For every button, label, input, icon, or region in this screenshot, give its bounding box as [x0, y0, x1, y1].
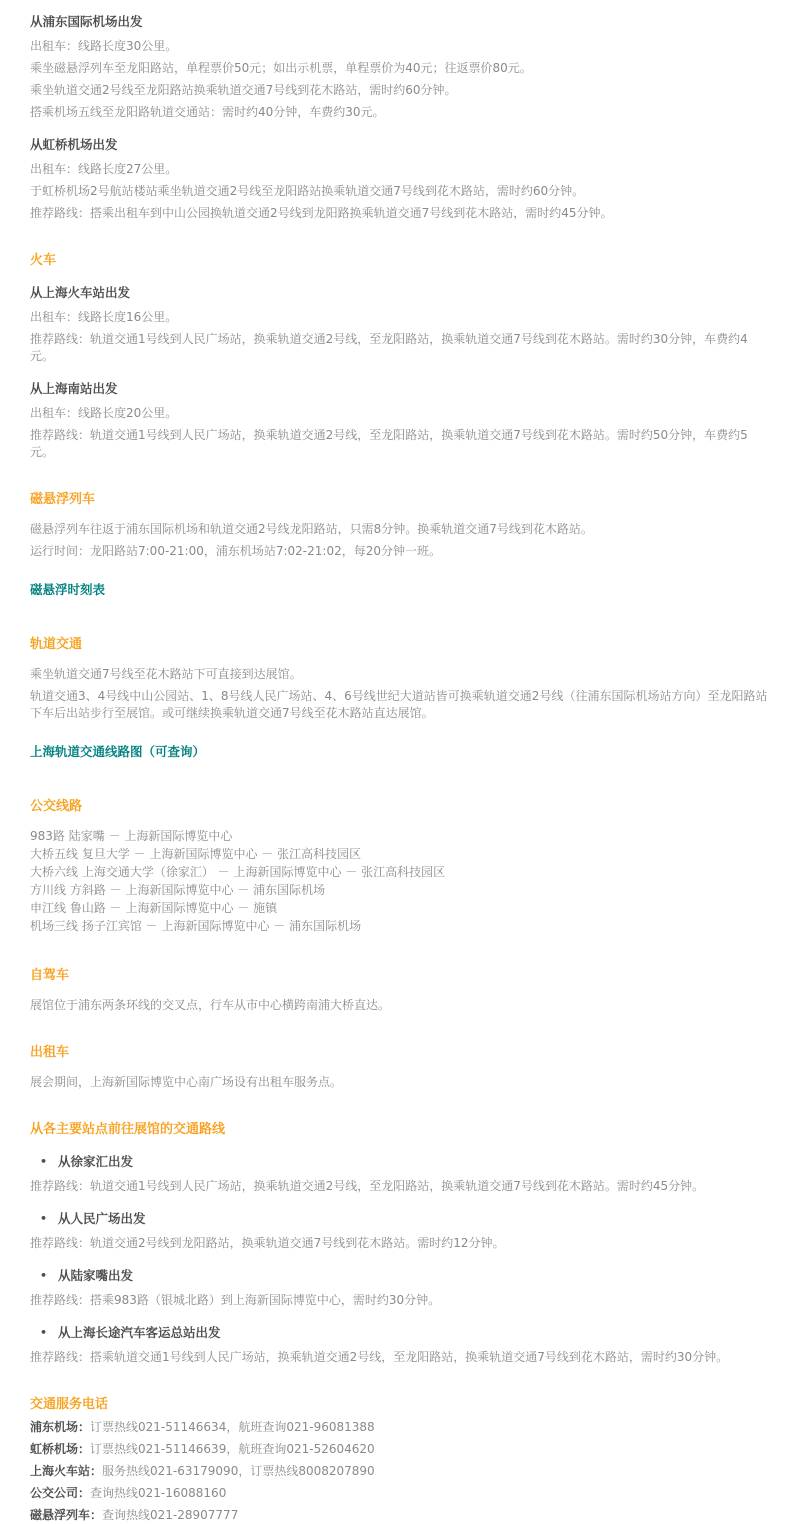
- section-taxi: [30, 1044, 770, 1091]
- route-item-peoples-square: [30, 1210, 770, 1227]
- bus-route-item: 申江线 鲁山路 － 上海新国际博览中心 － 施镇: [30, 901, 278, 915]
- phone-value: 查询热线021-28907777: [102, 1508, 239, 1522]
- route-item-lujiazui: [30, 1267, 770, 1284]
- bullet-icon: •: [40, 1326, 48, 1339]
- metro-line: 轨道交通3、4号线中山公园站、1、8号线人民广场站、4、6号线世纪大道站皆可换乘轨道交通2号线（往浦东国际机场站方向）至龙阳路站下车后出站步行至展馆。或可继续换乘轨道交通7号线至花木路站直达展馆。: [30, 689, 768, 720]
- route-detail: 推荐路线：轨道交通1号线到人民广场站，换乘轨道交通2号线，至龙阳路站，换乘轨道交通7号线到花木路站。需时约45分钟。: [30, 1179, 705, 1193]
- bullet-icon: •: [40, 1269, 48, 1282]
- phone-row-bus-company: [30, 1485, 770, 1502]
- pudong-line: 搭乘机场五线至龙阳路轨道交通站：需时约40分钟，车费约30元。: [30, 105, 385, 119]
- phone-value: 查询热线021-16088160: [90, 1486, 227, 1500]
- bus-route-item: 大桥六线 上海交通大学（徐家汇） － 上海新国际博览中心 － 张江高科技园区: [30, 865, 446, 879]
- maglev-line: 运行时间：龙阳路站7:00-21:00，浦东机场站7:02-21:02，每20分钟一班。: [30, 544, 441, 558]
- shanghai-south-station-title: 从上海南站出发: [30, 381, 118, 396]
- bus-route-item: 大桥五线 复旦大学 － 上海新国际博览中心 － 张江高科技园区: [30, 847, 362, 861]
- hongqiao-airport-title: 从虹桥机场出发: [30, 137, 118, 152]
- taxi-heading: 出租车: [30, 1045, 70, 1060]
- route-item-xujiahui: [30, 1153, 770, 1170]
- phone-label: 虹桥机场：: [30, 1442, 91, 1456]
- bus-route-item: 方川线 方斜路 － 上海新国际博览中心 － 浦东国际机场: [30, 883, 326, 897]
- section-hongqiao-airport: [30, 136, 770, 222]
- route-from-label: 从陆家嘴出发: [58, 1268, 134, 1283]
- routes-heading: 从各主要站点前往展馆的交通路线: [30, 1122, 226, 1137]
- section-train: [30, 252, 770, 461]
- train-line: 出租车：线路长度20公里。: [30, 406, 178, 420]
- maglev-heading: 磁悬浮列车: [30, 492, 96, 507]
- section-routes-from-stations: [30, 1121, 770, 1366]
- route-item-coach-terminal: [30, 1324, 770, 1341]
- maglev-line: 磁悬浮列车往返于浦东国际机场和轨道交通2号线龙阳路站，只需8分钟。换乘轨道交通7号线到花木路站。: [30, 522, 593, 536]
- phone-value: 订票热线021-51146634，航班查询021-96081388: [90, 1420, 375, 1434]
- route-detail: 推荐路线：轨道交通2号线到龙阳路站，换乘轨道交通7号线到花木路站。需时约12分钟。: [30, 1236, 505, 1250]
- phone-label: 公交公司：: [30, 1486, 91, 1500]
- self-drive-line: 展馆位于浦东两条环线的交叉点，行车从市中心横跨南浦大桥直达。: [30, 998, 391, 1012]
- section-pudong-airport: [30, 13, 770, 121]
- hongqiao-line: 出租车：线路长度27公里。: [30, 162, 178, 176]
- metro-heading: 轨道交通: [30, 637, 83, 652]
- metro-map-link[interactable]: 上海轨道交通线路图（可查询）: [30, 744, 206, 759]
- route-detail: 推荐路线：搭乘983路（银城北路）到上海新国际博览中心，需时约30分钟。: [30, 1293, 441, 1307]
- bullet-icon: •: [40, 1212, 48, 1225]
- train-line: 推荐路线：轨道交通1号线到人民广场站，换乘轨道交通2号线，至龙阳路站，换乘轨道交通7号线到花木路站。需时约50分钟，车费约5元。: [30, 428, 748, 459]
- phone-row-railway-station: [30, 1463, 770, 1480]
- bus-route-item: 983路 陆家嘴 － 上海新国际博览中心: [30, 829, 233, 843]
- section-maglev: [30, 491, 770, 606]
- phone-value: 服务热线021-63179090，订票热线8008207890: [102, 1464, 375, 1478]
- route-from-label: 从人民广场出发: [58, 1211, 146, 1226]
- phone-label: 磁悬浮列车：: [30, 1508, 103, 1522]
- section-service-phones: [30, 1396, 770, 1524]
- route-from-label: 从徐家汇出发: [58, 1154, 134, 1169]
- hongqiao-line: 于虹桥机场2号航站楼站乘坐轨道交通2号线至龙阳路站换乘轨道交通7号线到花木路站，需时约60分钟。: [30, 184, 585, 198]
- section-metro: [30, 636, 770, 768]
- maglev-timetable-link[interactable]: 磁悬浮时刻表: [30, 582, 106, 597]
- pudong-line: 出租车：线路长度30公里。: [30, 39, 178, 53]
- train-heading: 火车: [30, 253, 57, 268]
- phone-row-maglev: [30, 1507, 770, 1524]
- pudong-line: 乘坐磁悬浮列车至龙阳路站，单程票价50元；如出示机票，单程票价为40元；往返票价80元。: [30, 61, 532, 75]
- route-from-label: 从上海长途汽车客运总站出发: [58, 1325, 221, 1340]
- metro-line: 乘坐轨道交通7号线至花木路站下可直接到达展馆。: [30, 667, 302, 681]
- self-drive-heading: 自驾车: [30, 968, 70, 983]
- train-line: 推荐路线：轨道交通1号线到人民广场站，换乘轨道交通2号线，至龙阳路站，换乘轨道交通7号线到花木路站。需时约30分钟，车费约4元。: [30, 332, 748, 363]
- taxi-line: 展会期间，上海新国际博览中心南广场设有出租车服务点。: [30, 1075, 343, 1089]
- hongqiao-line: 推荐路线：搭乘出租车到中山公园换轨道交通2号线到龙阳路换乘轨道交通7号线到花木路站，需时约45分钟。: [30, 206, 613, 220]
- section-bus-routes: [30, 798, 770, 935]
- shanghai-railway-station-title: 从上海火车站出发: [30, 285, 131, 300]
- pudong-airport-title: 从浦东国际机场出发: [30, 14, 143, 29]
- bus-routes-heading: 公交线路: [30, 799, 83, 814]
- pudong-line: 乘坐轨道交通2号线至龙阳路站换乘轨道交通7号线到花木路站，需时约60分钟。: [30, 83, 457, 97]
- service-phones-heading: 交通服务电话: [30, 1397, 109, 1412]
- train-line: 出租车：线路长度16公里。: [30, 310, 178, 324]
- phone-row-pudong-airport: [30, 1419, 770, 1436]
- route-detail: 推荐路线：搭乘轨道交通1号线到人民广场站，换乘轨道交通2号线，至龙阳路站，换乘轨道交通7号线到花木路站，需时约30分钟。: [30, 1350, 729, 1364]
- phone-value: 订票热线021-51146639，航班查询021-52604620: [90, 1442, 375, 1456]
- section-self-drive: [30, 967, 770, 1014]
- bus-route-item: 机场三线 扬子江宾馆 － 上海新国际博览中心 － 浦东国际机场: [30, 919, 362, 933]
- phone-row-hongqiao-airport: [30, 1441, 770, 1458]
- bullet-icon: •: [40, 1155, 48, 1168]
- phone-label: 上海火车站：: [30, 1464, 103, 1478]
- phone-label: 浦东机场：: [30, 1420, 91, 1434]
